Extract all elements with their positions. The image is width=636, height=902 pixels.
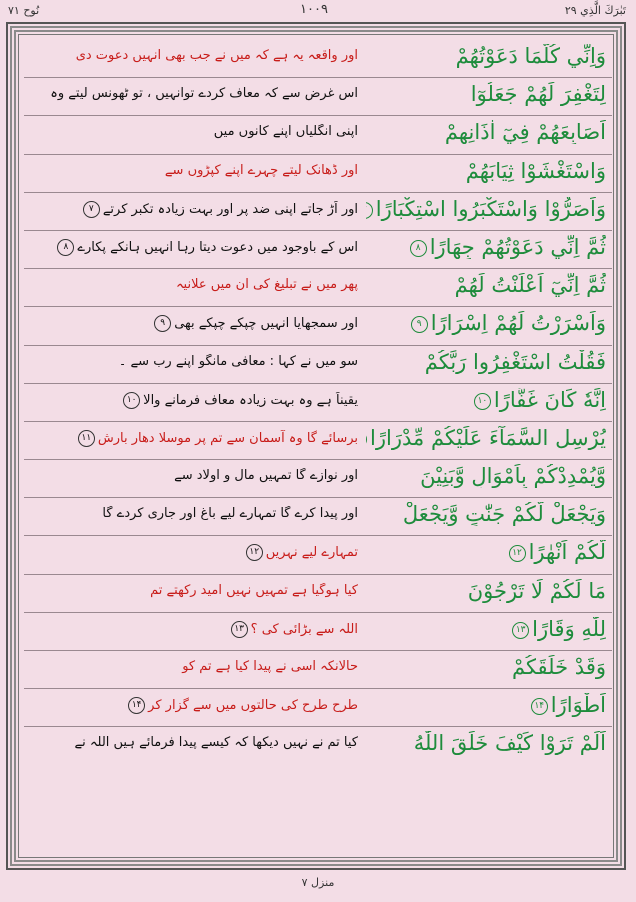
arabic-text [366, 44, 606, 68]
arabic-text [366, 579, 606, 603]
arabic-text [366, 82, 606, 106]
arabic-verse: اَطْوَارًا [550, 693, 606, 718]
surah-name: نُوح ۷۱ [8, 4, 40, 17]
urdu-text: تمہارے لیے نہریں [265, 545, 358, 561]
arabic-verse: وَّيُمْدِدْكُمْ بِاَمْوَالٍ وَّبَنِيْنَ [420, 464, 606, 489]
urdu-translation [28, 277, 358, 292]
arabic-verse: لَّكُمْ اَنْهٰرًا [528, 540, 606, 565]
arabic-text [366, 464, 606, 488]
ayah-number-marker: ۷ [83, 201, 100, 218]
urdu-translation [28, 735, 358, 750]
ayah-number-marker [366, 431, 367, 448]
arabic-verse: لِتَغْفِرَ لَهُمْ جَعَلُوٓا [470, 82, 606, 107]
arabic-text [366, 540, 606, 564]
urdu-text: کیا تم نے نہیں دیکھا کہ کیسے پیدا فرمائے ہیں اللہ نے [74, 735, 358, 751]
arabic-verse: وَاسْتَغْشَوْا ثِيَابَهُمْ [465, 158, 606, 183]
verse-row [24, 460, 612, 498]
urdu-translation [28, 354, 358, 369]
urdu-text: اور نوازے گا تمہیں مال و اولاد سے [174, 468, 358, 484]
ayah-number-marker: ۱۳ [231, 621, 248, 638]
verse-row [24, 613, 612, 651]
arabic-text [366, 350, 606, 374]
verse-row [24, 384, 612, 422]
verse-row [24, 727, 612, 764]
ayah-number-marker: ۸ [57, 239, 74, 256]
urdu-text: اللہ سے بڑائی کی ؟ [250, 621, 358, 637]
verse-row [24, 193, 612, 231]
verse-row [24, 575, 612, 613]
urdu-translation [28, 468, 358, 483]
juz-name: تَبٰرَكَ الَّذِي ۲۹ [564, 4, 626, 17]
urdu-text: اور سمجھایا انہیں چپکے چپکے بھی [174, 316, 358, 332]
verse-row [24, 498, 612, 536]
arabic-text [366, 655, 606, 679]
ayah-number-marker: ۱۲ [509, 545, 526, 562]
arabic-verse: ثُمَّ اِنِّي دَعَوْتُهُمْ جِهَارًا [429, 234, 606, 259]
arabic-verse: وَيَجْعَلْ لَّكُمْ جَنّٰتٍ وَّيَجْعَلْ [402, 502, 606, 527]
arabic-text [366, 426, 606, 450]
arabic-verse: وَاِنِّي كُلَّمَا دَعَوْتُهُمْ [455, 44, 606, 68]
arabic-text [366, 693, 606, 717]
arabic-text [366, 197, 606, 221]
urdu-translation [28, 392, 358, 409]
verse-row [24, 346, 612, 384]
urdu-translation [28, 239, 358, 256]
arabic-verse: فَقُلْتُ اسْتَغْفِرُوا رَبَّكُمْ [424, 349, 606, 374]
urdu-text: اپنی انگلیاں اپنے کانوں میں [213, 124, 358, 140]
urdu-translation [28, 430, 358, 447]
arabic-verse: اَصَابِعَهُمْ فِيٓ اٰذَانِهِمْ [444, 120, 606, 145]
arabic-verse: ثُمَّ اِنِّيٓ اَعْلَنْتُ لَهُمْ [454, 273, 606, 298]
urdu-translation [28, 86, 358, 101]
urdu-translation [28, 163, 358, 178]
ayah-number-marker [366, 202, 373, 219]
page-header [0, 0, 636, 22]
urdu-translation [28, 583, 358, 598]
urdu-translation [28, 659, 358, 674]
arabic-verse: وَاَسْرَرْتُ لَهُمْ اِسْرَارًا [430, 311, 606, 336]
verse-row [24, 40, 612, 78]
verse-row [24, 689, 612, 727]
urdu-translation [28, 544, 358, 561]
urdu-text: اس غرض سے کہ معاف کردے توانہیں ، تو ٹھونس لیتے وہ [50, 86, 358, 102]
page-number: ۱۰۰۹ [300, 2, 328, 17]
urdu-translation [28, 124, 358, 139]
verse-row [24, 651, 612, 689]
urdu-text: پھر میں نے تبلیغ کی ان میں علانیہ [175, 277, 358, 293]
verse-row [24, 231, 612, 269]
verse-row [24, 269, 612, 307]
urdu-text: حالانکہ اسی نے پیدا کیا ہے تم کو [182, 659, 358, 674]
ayah-number-marker: ۹ [411, 316, 428, 333]
urdu-text: کیا ہوگیا ہے تمہیں نہیں امید رکھتے تم [150, 582, 358, 598]
arabic-text [366, 731, 606, 755]
arabic-text [366, 388, 606, 412]
urdu-text: سو میں نے کہا : معافی مانگو اپنے رب سے ۔ [118, 353, 358, 369]
arabic-text [366, 273, 606, 297]
urdu-text: طرح طرح کی حالتوں میں سے گزار کر [148, 698, 358, 714]
ayah-number-marker: ۱۳ [512, 622, 529, 639]
arabic-text [366, 617, 606, 641]
arabic-text [366, 235, 606, 259]
arabic-verse: وَقَدْ خَلَقَكُمْ [511, 655, 606, 679]
urdu-translation [28, 506, 358, 521]
verse-row [24, 536, 612, 574]
urdu-text: اس کے باوجود میں دعوت دیتا رہا انہیں ہانکے پکارے [77, 239, 358, 255]
urdu-text: اور اَڑ جاتے اپنی ضد پر اور بہت زیادہ تکبر کرتے [102, 201, 358, 217]
ayah-number-marker: ۸ [410, 240, 427, 257]
arabic-verse: يُرْسِلِ السَّمَآءَ عَلَيْكُمْ مِّدْرَارًا [370, 425, 606, 450]
urdu-translation [28, 315, 358, 332]
urdu-text: اور پیدا کرے گا تمہارے لیے باغ اور جاری کردے گا [102, 506, 358, 522]
arabic-text [366, 120, 606, 144]
ayah-number-marker: ۱۴ [531, 698, 548, 715]
ayah-number-marker: ۱۱ [78, 430, 95, 447]
urdu-translation [28, 621, 358, 638]
arabic-verse: مَا لَكُمْ لَا تَرْجُوْنَ [467, 578, 606, 603]
urdu-text: اور واقعہ یہ ہے کہ میں نے جب بھی انہیں دعوت دی [75, 48, 358, 63]
verse-row [24, 307, 612, 345]
urdu-text: برسائے گا وہ آسمان سے تم پر موسلا دھار بارش [97, 430, 358, 446]
ayah-number-marker: ۱۰ [123, 392, 140, 409]
verse-row [24, 422, 612, 460]
ayah-number-marker: ۱۰ [474, 393, 491, 410]
urdu-text: یقیناً ہے وہ بہت زیادہ معاف فرمانے والا [143, 392, 358, 408]
verse-row [24, 78, 612, 116]
manzil-footer: منزل ۷ [301, 876, 335, 889]
ayah-number-marker: ۱۲ [246, 544, 263, 561]
arabic-text [366, 159, 606, 183]
verse-row [24, 155, 612, 193]
urdu-translation [28, 697, 358, 714]
arabic-verse: اِنَّهٗ كَانَ غَفَّارًا [493, 387, 606, 412]
verse-table [24, 40, 612, 765]
arabic-verse: لِلّٰهِ وَقَارًا [532, 616, 606, 641]
arabic-text [366, 502, 606, 526]
arabic-verse: اَلَمْ تَرَوْا كَيْفَ خَلَقَ اللّٰهُ [413, 731, 606, 756]
urdu-translation [28, 201, 358, 218]
verse-row [24, 116, 612, 154]
ayah-number-marker: ۱۴ [128, 697, 145, 714]
ayah-number-marker: ۹ [154, 315, 171, 332]
urdu-text: اور ڈھانک لیتے چہرے اپنے کپڑوں سے [164, 162, 358, 178]
arabic-text [366, 311, 606, 335]
urdu-translation [28, 48, 358, 63]
arabic-verse: وَاَصَرُّوْا وَاسْتَكْبَرُوا اسْتِكْبَارًا [375, 196, 606, 221]
